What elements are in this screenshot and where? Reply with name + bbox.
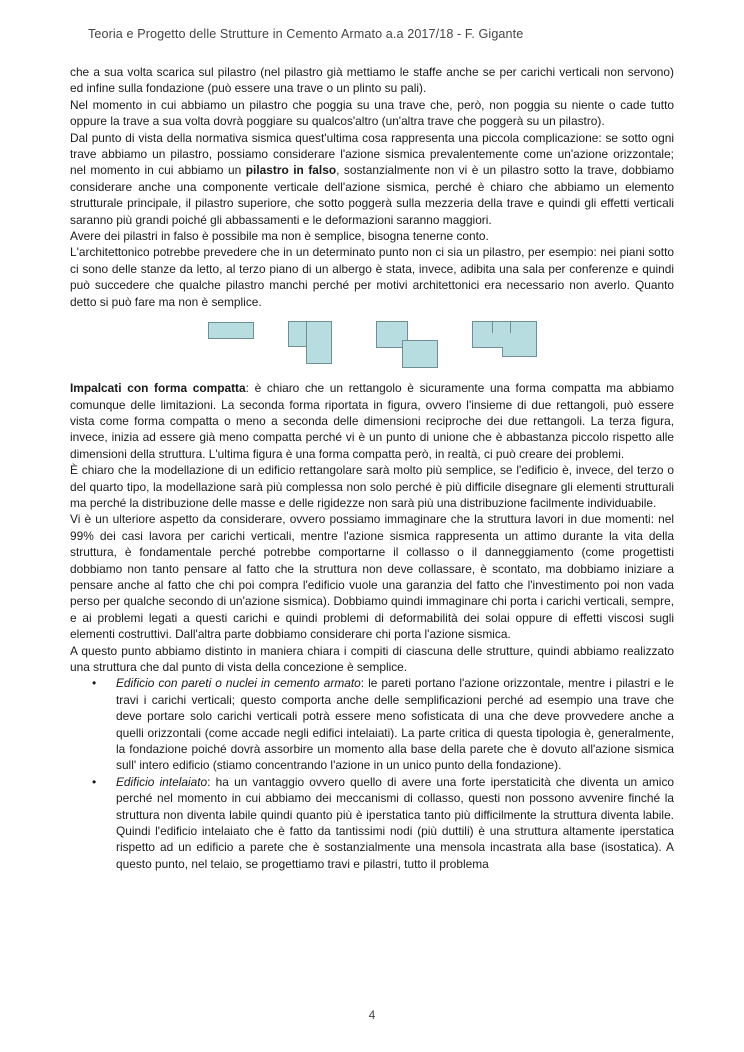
list-item [70, 774, 674, 872]
paragraph [70, 130, 674, 228]
paragraph: che a sua volta scarica sul pilastro (nel pilastro già mettiamo le staffe anche se per carichi verticali non servono) ed infine sulla fondazione (può essere una trave o un plinto su pali). [70, 65, 674, 96]
paragraph-text: , sostanzialmente non vi è un pilastro sotto la trave, dobbiamo considerare anche una componente verticale dell'azione sismica, perché è chiaro che abbiamo un elemento strutturale principale, il pilastro superiore, che sotto poggerà sulla mezzeria della trave e quindi gli effetti verticali saranno più grandi poiché gli abbassamenti e le deformazioni saranno maggiori. [70, 163, 675, 227]
paragraph-text: Dal punto di vista della normativa sismica quest'ultima cosa rappresenta una piccola complicazione: se sotto ogni trave abbiamo un pilastro, possiamo considerare l'azione sismica prevalentemente come un'azione orizzontale; nel momento in cui abbiamo un [70, 130, 674, 178]
list-item [70, 675, 674, 773]
paragraph [70, 380, 674, 462]
page-body [70, 64, 674, 872]
bullet-marker: • [92, 774, 97, 789]
bold-term-impalcati: Impalcati con forma compatta [70, 381, 246, 396]
paragraph: A questo punto abbiamo distinto in maniera chiara i compiti di ciascuna delle strutture, quindi abbiamo realizzato una struttura che dal punto di vista della concezione è semplice. [70, 643, 674, 674]
list-item-title: Edificio intelaiato [116, 774, 208, 789]
paragraph: Avere dei pilastri in falso è possibile ma non è semplice, bisogna tenerne conto. [70, 229, 489, 244]
paragraph: È chiaro che la modellazione di un edificio rettangolare sarà molto più semplice, se l'edificio è, invece, del terzo o del quarto tipo, la modellazione sarà più complessa non solo perché è più difficile disegnare gli elementi strutturali ma perché la distribuzione delle masse e delle rigidezze non sarà più una distribuzione facilmente individuabile. [70, 463, 674, 510]
page-number: 4 [368, 1008, 376, 1022]
bullet-marker: • [92, 676, 97, 691]
paragraph-text: : è chiaro che un rettangolo è sicuramente una forma compatta ma abbiamo comunque delle limitazioni. La seconda forma riportata in figura, ovvero l'insieme di due rettangoli, può essere vista come forma compatta o meno a seconda delle dimensioni reciproche dei due rettangoli. La terza figura, invece, inizia ad essere già meno compatta perché vi è un punto di unione che è abbastanza piccolo rispetto alle dimensioni della struttura. L'ultima figura è una forma compatta però, in realtà, ci può creare dei problemi. [70, 381, 674, 461]
list-item-text: : le pareti portano l'azione orizzontale, mentre i pilastri e le travi i carichi verticali; questo comporta anche delle semplificazioni perché ad esempio una trave che deve portare solo carichi verticali potrà essere meno sofisticata di una che deve provvedere anche a quelli orizzontali (come accade negli edifici intelaiati). La parte critica di questa tipologia è, generalmente, la fondazione poiché dovrà assorbire un momento alla base della parete che è dovuto all'azione sismica sull' intero edificio (stiamo concentrando l'azione in un unico punto della fondazione). [116, 676, 674, 773]
list-item-title: Edificio con pareti o nuclei in cemento armato [116, 676, 361, 691]
bullet-list [70, 675, 674, 872]
floor-shapes-figure [70, 312, 674, 374]
bold-term-pilastro-in-falso: pilastro in falso [245, 163, 337, 178]
list-item-text: : ha un vantaggio ovvero quello di avere una forte iperstaticità che diventa un amico perché nel momento in cui abbiamo dei meccanismi di collasso, questi non possono avvenire finché la struttura non diventa labile quindi quanto più è iperstatica tanto più difficilmente la struttura diventa labile. Quindi l'edificio intelaiato che è fatto da tantissimi nodi (più duttili) è una struttura altamente iperstatica rispetto ad un edificio a parete che è sostanzialmente una mensola incastrata alla base (isostatica). A questo punto, nel telaio, se progettiamo travi e pilastri, tutto il problema [116, 774, 674, 871]
paragraph: Nel momento in cui abbiamo un pilastro che poggia su una trave che, però, non poggia su niente o cade tutto oppure la trave a sua volta dovrà poggiare su qualcos'altro (un'altra trave che poggerà su un pilastro). [70, 97, 674, 129]
paragraph: Vi è un ulteriore aspetto da considerare, ovvero possiamo immaginare che la struttura lavori in due momenti: nel 99% dei casi lavora per carichi verticali, mentre l'azione sismica rappresenta un attimo durante la vita della struttura, è fondamentale perché potrebbe comportarne il collasso o il danneggiamento (come progettisti dobbiamo non tanto pensare al fatto che la struttura non deve collassare, è scontato, ma dobbiamo iniziare a pensare anche al fatto che chi poi compra l'edificio vuole una garanzia del fatto che l'investimento poi non vada perso per qualche secondo di un'azione sismica). Dobbiamo quindi immaginare chi porta i carichi verticali, sempre, e ai problemi legati a questi carichi e quindi problemi di deformabilità dei solai oppure di effetti viscosi sugli elementi costruttivi. Dall'altra parte dobbiamo considerare chi porta l'azione sismica. [70, 512, 674, 642]
paragraph: L'architettonico potrebbe prevedere che in un determinato punto non ci sia un pilastro, per esempio: nei piani sotto ci sono delle stanze da letto, al terzo piano di un albergo è stata, invece, adibita una sala per conferenze e quindi può succedere che qualche pilastro manchi perché per motivi architettonici era necessario non averlo. Quanto detto si può fare ma non è semplice. [70, 245, 674, 309]
running-header: Teoria e Progetto delle Strutture in Cemento Armato a.a 2017/18 - F. Gigante [88, 27, 524, 41]
